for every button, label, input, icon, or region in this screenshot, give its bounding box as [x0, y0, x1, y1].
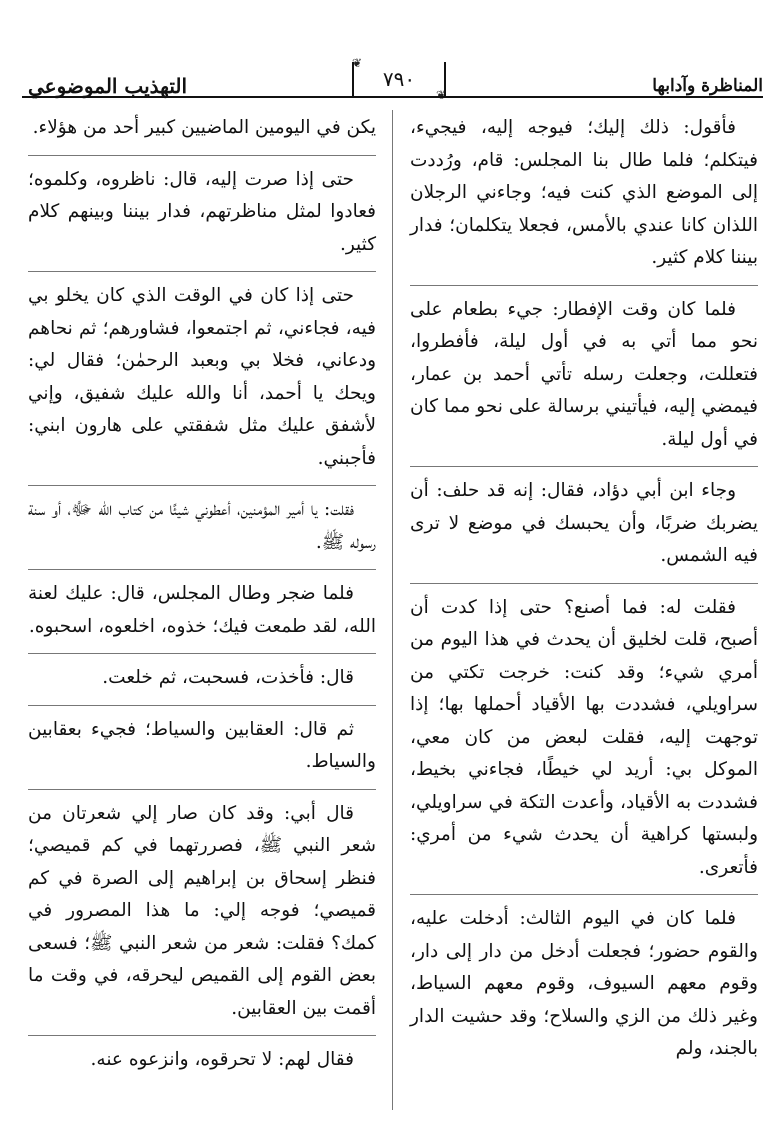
paragraph: وجاء ابن أبي دؤاد، فقال: إنه قد حلف: أن يضربك ضربًا، وأن يحبسك في موضع لا ترى فيه الشمس. [410, 480, 758, 566]
paragraph: فلما كان في اليوم الثالث: أدخلت عليه، والقوم حضور؛ فجعلت أدخل من دار إلى دار، وقوم معهم السيوف، وقوم معهم السياط، وغير ذلك من الزي والسلاح؛ وقد حشيت الدار بالجند، ولم [410, 908, 758, 1059]
page-number-box [352, 56, 446, 102]
paragraph-separator [28, 1035, 376, 1036]
section-title: التهذيب الموضوعي [28, 74, 188, 98]
ornament-icon: ❦ [352, 56, 363, 70]
paragraph-separator [28, 653, 376, 654]
paragraph: ثم قال: العقابين والسياط؛ فجيء بعقابين والسياط. [28, 718, 376, 772]
right-column [410, 112, 758, 1066]
paragraph: يكن في اليومين الماضيين كبير أحد من هؤلاء. [32, 117, 376, 138]
paragraph: فلما كان وقت الإفطار: جيء بطعام على نحو مما أتي به في أول ليلة، فأفطروا، فتعللت، وجعلت رسله تأتي أحمد بن عمار، فيمضي إليه، فيأتيني برسالة على نحو مما كان في أول ليلة. [410, 298, 758, 450]
ornament-icon: ❦ [435, 88, 446, 102]
header-rule [22, 96, 763, 98]
page-number: ٧٩٠ [382, 67, 416, 91]
paragraph: فقلت: يا أمير المؤمنين، أعطوني شيئًا من كتاب الله ﷻ، أو سنة رسوله ﷺ. [28, 499, 376, 553]
paragraph-separator [28, 705, 376, 706]
paragraph-separator [28, 155, 376, 156]
paragraph-separator [28, 789, 376, 790]
paragraph-separator [410, 285, 758, 286]
paragraph: فلما ضجر وطال المجلس، قال: عليك لعنة الله، لقد طمعت فيك؛ خذوه، اخلعوه، اسحبوه. [28, 583, 376, 637]
paragraph-separator [410, 894, 758, 895]
paragraph: قال: فأخذت، فسحبت، ثم خلعت. [102, 667, 354, 688]
left-column [28, 112, 376, 1077]
book-title: المناظرة وآدابها [652, 76, 763, 96]
paragraph: حتى إذا صرت إليه، قال: ناظروه، وكلموه؛ فعادوا لمثل مناظرتهم، فدار بيننا وبينهم كلام كثير. [28, 168, 376, 255]
paragraph-separator [28, 569, 376, 570]
paragraph-separator [28, 271, 376, 272]
paragraph-separator [28, 485, 376, 486]
paragraph: فأقول: ذلك إليك؛ فيوجه إليه، فيجيء، فيتكلم؛ فلما طال بنا المجلس: قام، ورُددت إلى الموضع الذي كنت فيه؛ وجاءني الرجلان اللذان كانا عندي بالأمس، فجعلا يتكلمان؛ فدار بيننا كلام كثير. [410, 117, 758, 268]
paragraph: فقال لهم: لا تحرقوه، وانزعوه عنه. [90, 1049, 354, 1070]
paragraph: قال أبي: وقد كان صار إلي شعرتان من شعر النبي ﷺ، فصررتهما في كم قميصي؛ فنظر إسحاق بن إبراهيم إلى الصرة في كم قميصي؛ فوجه إلي: ما هذا المصرور في كمك؟ فقلت: شعر من شعر النبي ﷺ؛ فسعى بعض القوم إلى القميص ليحرقه، في وقت ما أقمت بين العقابين. [28, 802, 376, 1019]
paragraph: فقلت له: فما أصنع؟ حتى إذا كدت أن أصبح، قلت لخليق أن يحدث في هذا اليوم من أمري شيء؛ وقد كنت: خرجت تكتي من سراويلي، فشددت بها الأقياد أحملها بها؛ إذا توجهت إليه، فقلت لبعض من كان معي، الموكل بي: أريد لي خيطًا، فجاءني بخيط، فشددت به الأقياد، وأعدت التكة في سراويلي، ولبستها كراهية أن يحدث شيء من أمري: فأتعرى. [410, 596, 758, 878]
paragraph: حتى إذا كان في الوقت الذي كان يخلو بي فيه، فجاءني، ثم اجتمعوا، فشاورهم؛ ثم نحاهم ودعاني، فخلا بي وبعبد الرحمٰن؛ فقال لي: ويحك يا أحمد، أنا والله عليك شفيق، وإني لأشفق عليك مثل شفقتي على هارون ابني: فأجبني. [28, 285, 376, 469]
column-divider [392, 110, 393, 1110]
page-header [22, 58, 763, 100]
paragraph-separator [410, 583, 758, 584]
paragraph-separator [410, 466, 758, 467]
